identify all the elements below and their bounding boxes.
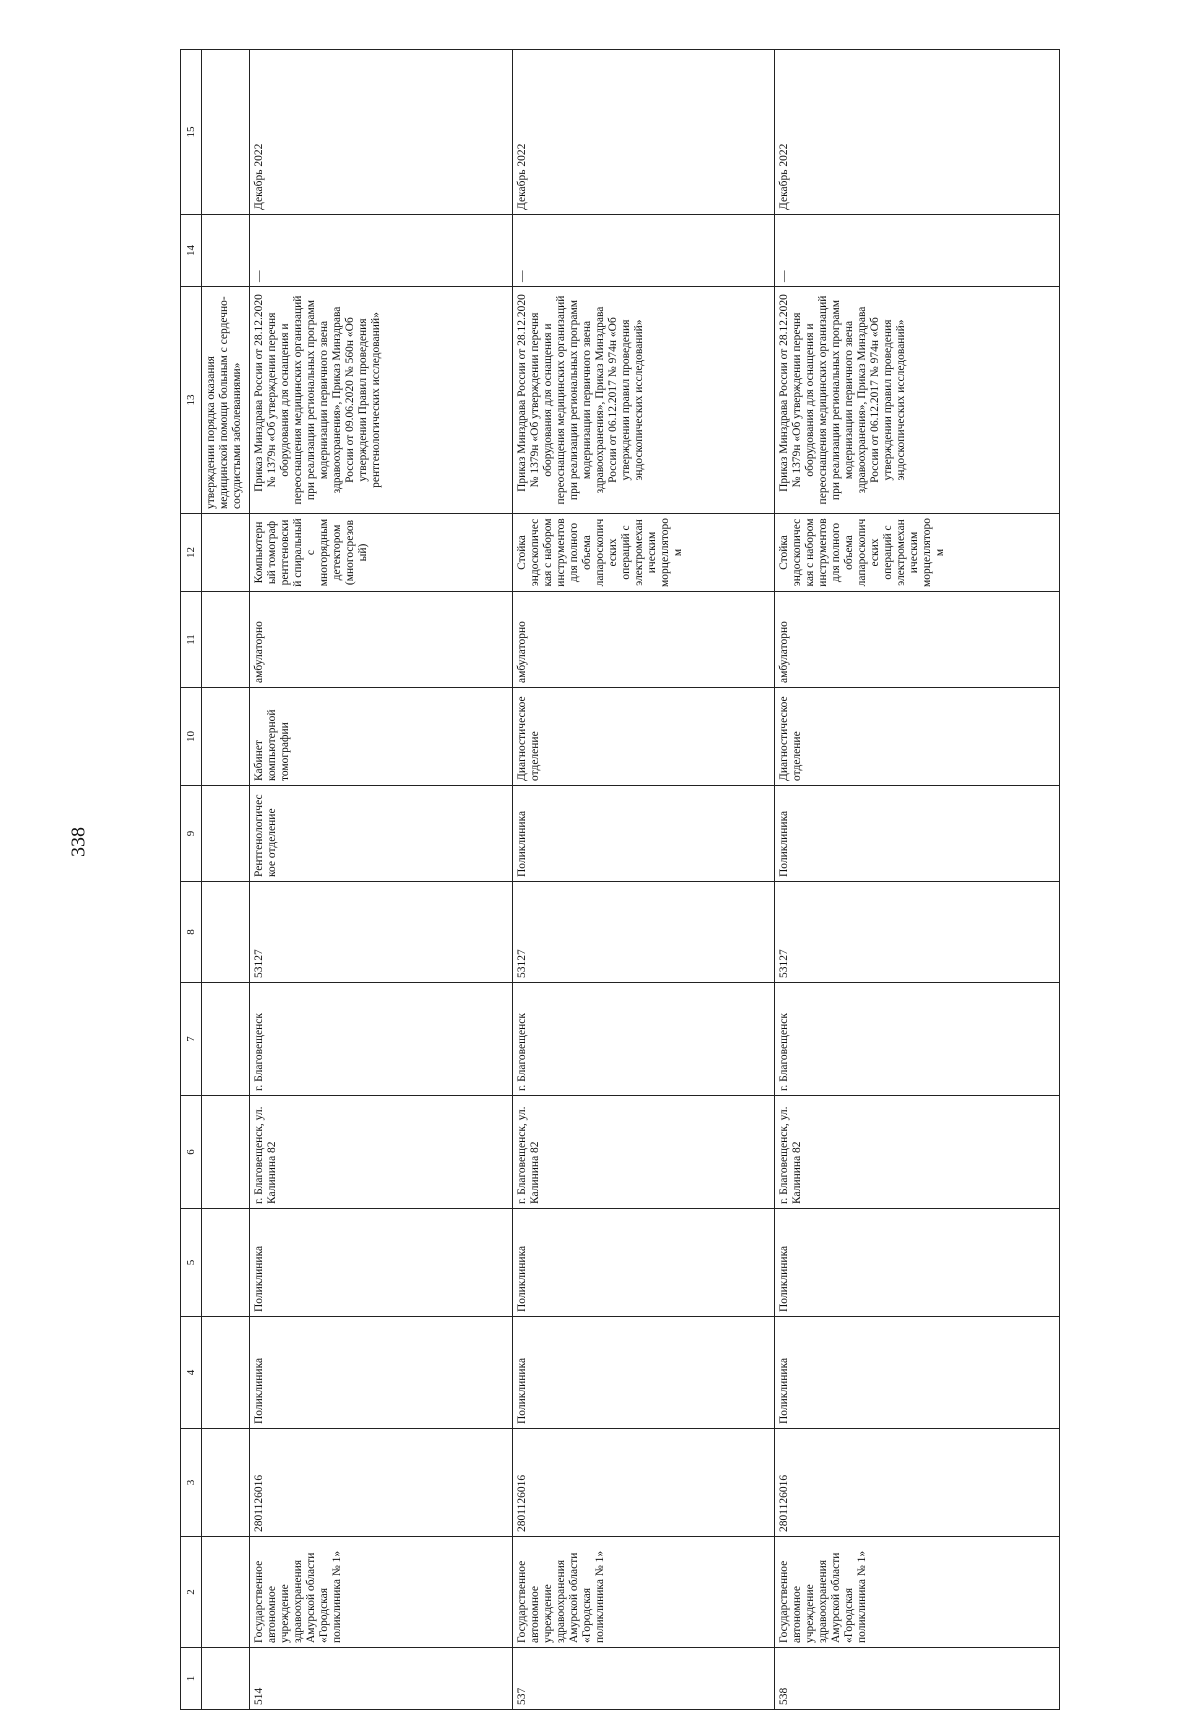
- division: Поликлиника: [775, 786, 1060, 882]
- city: г. Благовещенск: [775, 983, 1060, 1096]
- facility-type: Поликлиника: [250, 1317, 512, 1429]
- mode: амбулаторно: [512, 592, 774, 688]
- row-id: 538: [775, 1648, 1060, 1710]
- empty-cell: [202, 1537, 250, 1648]
- column-number: 4: [181, 1317, 202, 1429]
- row-id: 537: [512, 1648, 774, 1710]
- unit: Диагностическое отделение: [775, 688, 1060, 786]
- empty-cell: [202, 688, 250, 786]
- row-id: 514: [250, 1648, 512, 1710]
- legal-basis: Приказ Минздрава России от 28.12.2020 № 1379н «Об утверждении перечня оборудования для оснащения и переоснащения медицинских организаций при реализации региональных программ модернизации первичного звена здравоохранения», Приказ Минздрава России от 06.12.2017 № 974н «Об утверждении правил проведения эндоскопических исследований»: [512, 287, 774, 514]
- mode: амбулаторно: [775, 592, 1060, 688]
- empty-cell: [202, 50, 250, 215]
- equipment-table: [180, 49, 1060, 1710]
- city: г. Благовещенск: [512, 983, 774, 1096]
- column-number: 8: [181, 882, 202, 983]
- inn: 2801126016: [250, 1429, 512, 1537]
- empty-cell: [202, 514, 250, 592]
- address: г. Благовещенск, ул. Калинина 82: [250, 1096, 512, 1209]
- legal-basis: Приказ Минздрава России от 28.12.2020 № 1379н «Об утверждении перечня оборудования для оснащения и переоснащения медицинских организаций при реализации региональных программ модернизации первичного звена здравоохранения», Приказ Минздрава России от 09.06.2020 № 560н «Об утверждении Правил проведения рентгенологических исследований»: [250, 287, 512, 514]
- empty-cell: [202, 1209, 250, 1317]
- column-number: 6: [181, 1096, 202, 1209]
- column-14: —: [250, 215, 512, 287]
- column-14: —: [775, 215, 1060, 287]
- division: Поликлиника: [512, 786, 774, 882]
- code: 53127: [512, 882, 774, 983]
- deadline: Декабрь 2022: [512, 50, 774, 215]
- legal-basis: Приказ Минздрава России от 28.12.2020 № 1379н «Об утверждении перечня оборудования для оснащения и переоснащения медицинских организаций при реализации региональных программ модернизации первичного звена здравоохранения», Приказ Минздрава России от 06.12.2017 № 974н «Об утверждении правил проведения эндоскопических исследований»: [775, 287, 1060, 514]
- table-row: [512, 50, 774, 1710]
- inn: 2801126016: [775, 1429, 1060, 1537]
- building: Поликлиника: [775, 1209, 1060, 1317]
- code: 53127: [250, 882, 512, 983]
- empty-cell: [202, 1317, 250, 1429]
- empty-cell: [202, 592, 250, 688]
- column-number: 14: [181, 215, 202, 287]
- continuation-row: [202, 50, 250, 1710]
- organization-name: Государственное автономное учреждение здравоохранения Амурской области «Городская поликлиника № 1»: [250, 1537, 512, 1648]
- equipment: Стойка эндоскопическая с набором инструментов для полного объема лапароскопических операций с электромеханическим морцеллятором: [775, 514, 1060, 592]
- page-number: 338: [67, 827, 90, 857]
- column-number-row: [181, 50, 202, 1710]
- column-number: 11: [181, 592, 202, 688]
- equipment: Компьютерный томограф рентгеновский спиральный с многорядным детектором (многосрезовый): [250, 514, 512, 592]
- column-number: 5: [181, 1209, 202, 1317]
- column-14: —: [512, 215, 774, 287]
- address: г. Благовещенск, ул. Калинина 82: [775, 1096, 1060, 1209]
- empty-cell: [202, 882, 250, 983]
- empty-cell: [202, 983, 250, 1096]
- column-number: 10: [181, 688, 202, 786]
- facility-type: Поликлиника: [512, 1317, 774, 1429]
- organization-name: Государственное автономное учреждение здравоохранения Амурской области «Городская поликлиника № 1»: [775, 1537, 1060, 1648]
- column-number: 12: [181, 514, 202, 592]
- column-number: 3: [181, 1429, 202, 1537]
- empty-cell: [202, 215, 250, 287]
- address: г. Благовещенск, ул. Калинина 82: [512, 1096, 774, 1209]
- continuation-text: утверждении порядка оказания медицинской помощи больным с сердечно-сосудистыми заболеваниями»: [202, 287, 250, 514]
- mode: амбулаторно: [250, 592, 512, 688]
- code: 53127: [775, 882, 1060, 983]
- rotated-table-sheet: [180, 50, 1060, 1710]
- column-number: 15: [181, 50, 202, 215]
- column-number: 7: [181, 983, 202, 1096]
- table-row: [250, 50, 512, 1710]
- equipment: Стойка эндоскопическая с набором инструментов для полного объема лапароскопических операций с электромеханическим морцеллятором: [512, 514, 774, 592]
- empty-cell: [202, 786, 250, 882]
- empty-cell: [202, 1096, 250, 1209]
- division: Рентгенологическое отделение: [250, 786, 512, 882]
- column-number: 2: [181, 1537, 202, 1648]
- deadline: Декабрь 2022: [250, 50, 512, 215]
- column-number: 9: [181, 786, 202, 882]
- facility-type: Поликлиника: [775, 1317, 1060, 1429]
- empty-cell: [202, 1648, 250, 1710]
- organization-name: Государственное автономное учреждение здравоохранения Амурской области «Городская поликлиника № 1»: [512, 1537, 774, 1648]
- building: Поликлиника: [512, 1209, 774, 1317]
- unit: Диагностическое отделение: [512, 688, 774, 786]
- deadline: Декабрь 2022: [775, 50, 1060, 215]
- column-number: 13: [181, 287, 202, 514]
- empty-cell: [202, 1429, 250, 1537]
- inn: 2801126016: [512, 1429, 774, 1537]
- city: г. Благовещенск: [250, 983, 512, 1096]
- column-number: 1: [181, 1648, 202, 1710]
- table-row: [775, 50, 1060, 1710]
- building: Поликлиника: [250, 1209, 512, 1317]
- unit: Кабинет компьютерной томографии: [250, 688, 512, 786]
